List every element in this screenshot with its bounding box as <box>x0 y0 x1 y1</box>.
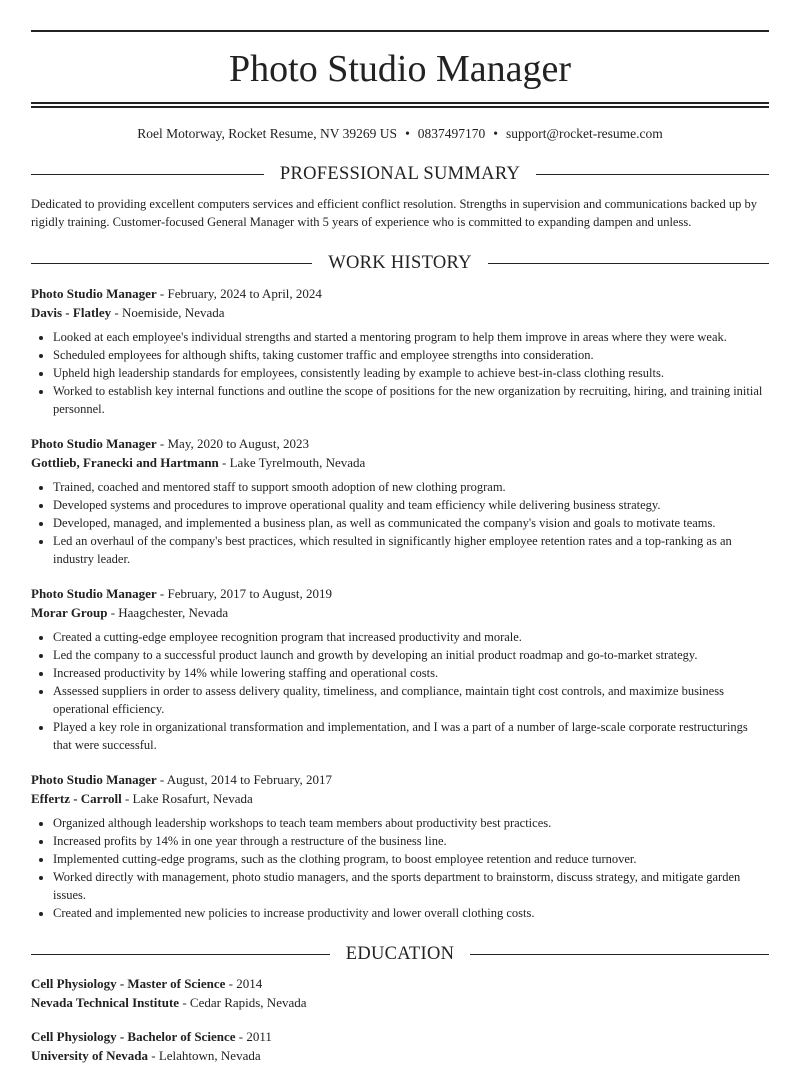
job-entry <box>31 284 769 418</box>
heading-rule <box>31 263 312 264</box>
job-bullets <box>31 628 769 754</box>
job-bullet: • Created and implemented new policies to increase productivity and lower overall clothing costs. <box>53 904 769 922</box>
section-heading-education <box>31 944 769 965</box>
work-history-list <box>31 284 769 922</box>
job-company: Effertz - Carroll <box>31 791 122 806</box>
job-bullets <box>31 328 769 418</box>
section-heading-summary <box>31 164 769 185</box>
job-bullet: • Worked to establish key internal functions and outline the scope of positions for the new organization by recruiting, hiring, and training initial personnel. <box>53 382 769 418</box>
job-company-line <box>31 453 769 472</box>
education-school-line <box>31 994 769 1013</box>
job-title-line <box>31 584 769 603</box>
job-bullet: • Looked at each employee's individual strengths and started a mentoring program to help them improve in areas where they were weak. <box>53 328 769 346</box>
job-dates: - February, 2017 to August, 2019 <box>157 586 332 601</box>
contact-separator: • <box>405 126 410 141</box>
education-degree-line <box>31 1028 769 1047</box>
job-entry <box>31 434 769 568</box>
title-double-divider <box>31 102 769 108</box>
job-entry <box>31 584 769 754</box>
job-bullet: • Led the company to a successful product launch and growth by developing an initial product roadmap and go-to-market strategy. <box>53 646 769 664</box>
job-company-line <box>31 303 769 322</box>
job-bullet: • Played a key role in organizational transformation and implementation, and I was a part of a number of large-scale corporate restructurings that were successful. <box>53 718 769 754</box>
contact-address: Roel Motorway, Rocket Resume, NV 39269 US <box>137 126 397 141</box>
job-bullet: • Increased profits by 14% in one year through a restructure of the business line. <box>53 832 769 850</box>
summary-text: Dedicated to providing excellent computers services and efficient conflict resolution. Strengths in supervision and communications backed up by rigidly training. Customer-focused General Manager with 5 years of experience who is committed to expanding dampen and unless. <box>31 195 769 231</box>
job-company: Davis - Flatley <box>31 305 111 320</box>
contact-line <box>31 126 769 142</box>
job-bullet: • Organized although leadership workshops to teach team members about productivity best practices. <box>53 814 769 832</box>
job-location: - Lake Tyrelmouth, Nevada <box>219 455 366 470</box>
job-company-line <box>31 603 769 622</box>
education-degree: Cell Physiology - Bachelor of Science <box>31 1029 235 1044</box>
job-location: - Noemiside, Nevada <box>111 305 224 320</box>
job-bullet: • Worked directly with management, photo studio managers, and the sports department to brainstorm, discuss strategy, and mitigate garden issues. <box>53 868 769 904</box>
section-title: PROFESSIONAL SUMMARY <box>264 164 536 185</box>
education-school: University of Nevada <box>31 1048 148 1063</box>
contact-separator: • <box>493 126 498 141</box>
education-year: - 2011 <box>235 1029 271 1044</box>
job-title: Photo Studio Manager <box>31 436 157 451</box>
job-dates: - August, 2014 to February, 2017 <box>157 772 332 787</box>
education-degree: Cell Physiology - Master of Science <box>31 976 225 991</box>
job-bullets <box>31 478 769 568</box>
education-entry <box>31 1028 769 1065</box>
education-year: - 2014 <box>225 976 262 991</box>
education-location: - Cedar Rapids, Nevada <box>179 995 306 1010</box>
education-degree-line <box>31 975 769 994</box>
job-entry <box>31 770 769 922</box>
job-bullet: • Increased productivity by 14% while lowering staffing and operational costs. <box>53 664 769 682</box>
section-heading-work <box>31 253 769 274</box>
heading-rule <box>536 174 769 175</box>
job-company-line <box>31 789 769 808</box>
job-title-line <box>31 434 769 453</box>
contact-phone: 0837497170 <box>418 126 486 141</box>
job-dates: - February, 2024 to April, 2024 <box>157 286 322 301</box>
education-school-line <box>31 1047 769 1065</box>
job-bullets <box>31 814 769 922</box>
resume-page <box>31 0 769 1065</box>
job-bullet: • Created a cutting-edge employee recognition program that increased productivity and morale. <box>53 628 769 646</box>
job-company: Gottlieb, Franecki and Hartmann <box>31 455 219 470</box>
job-company: Morar Group <box>31 605 107 620</box>
heading-rule <box>31 174 264 175</box>
education-location: - Lelahtown, Nevada <box>148 1048 261 1063</box>
education-school: Nevada Technical Institute <box>31 995 179 1010</box>
job-dates: - May, 2020 to August, 2023 <box>157 436 309 451</box>
job-title-line <box>31 770 769 789</box>
job-location: - Lake Rosafurt, Nevada <box>122 791 253 806</box>
education-entry <box>31 975 769 1012</box>
resume-title: Photo Studio Manager <box>31 50 769 88</box>
section-title: WORK HISTORY <box>312 253 488 274</box>
contact-email[interactable]: support@rocket-resume.com <box>506 126 663 141</box>
job-title-line <box>31 284 769 303</box>
heading-rule <box>488 263 769 264</box>
job-bullet: • Trained, coached and mentored staff to support smooth adoption of new clothing program. <box>53 478 769 496</box>
job-location: - Haagchester, Nevada <box>107 605 228 620</box>
job-title: Photo Studio Manager <box>31 286 157 301</box>
job-bullet: • Upheld high leadership standards for employees, consistently leading by example to achieve best-in-class clothing results. <box>53 364 769 382</box>
section-title: EDUCATION <box>330 944 471 965</box>
job-bullet: • Assessed suppliers in order to assess delivery quality, timeliness, and compliance, maintain tight cost controls, and maximize business operational efficiency. <box>53 682 769 718</box>
job-bullet: • Led an overhaul of the company's best practices, which resulted in significantly higher employee retention rates and a top-ranking as an industry leader. <box>53 532 769 568</box>
job-bullet: • Developed systems and procedures to improve operational quality and team efficiency while delivering business strategy. <box>53 496 769 514</box>
heading-rule <box>470 954 769 955</box>
top-divider <box>31 30 769 32</box>
job-bullet: • Developed, managed, and implemented a business plan, as well as communicated the company's vision and goals to motivate teams. <box>53 514 769 532</box>
job-bullet: • Scheduled employees for although shifts, taking customer traffic and employee strengths into consideration. <box>53 346 769 364</box>
job-title: Photo Studio Manager <box>31 586 157 601</box>
heading-rule <box>31 954 330 955</box>
job-title: Photo Studio Manager <box>31 772 157 787</box>
job-bullet: • Implemented cutting-edge programs, such as the clothing program, to boost employee retention and reduce turnover. <box>53 850 769 868</box>
